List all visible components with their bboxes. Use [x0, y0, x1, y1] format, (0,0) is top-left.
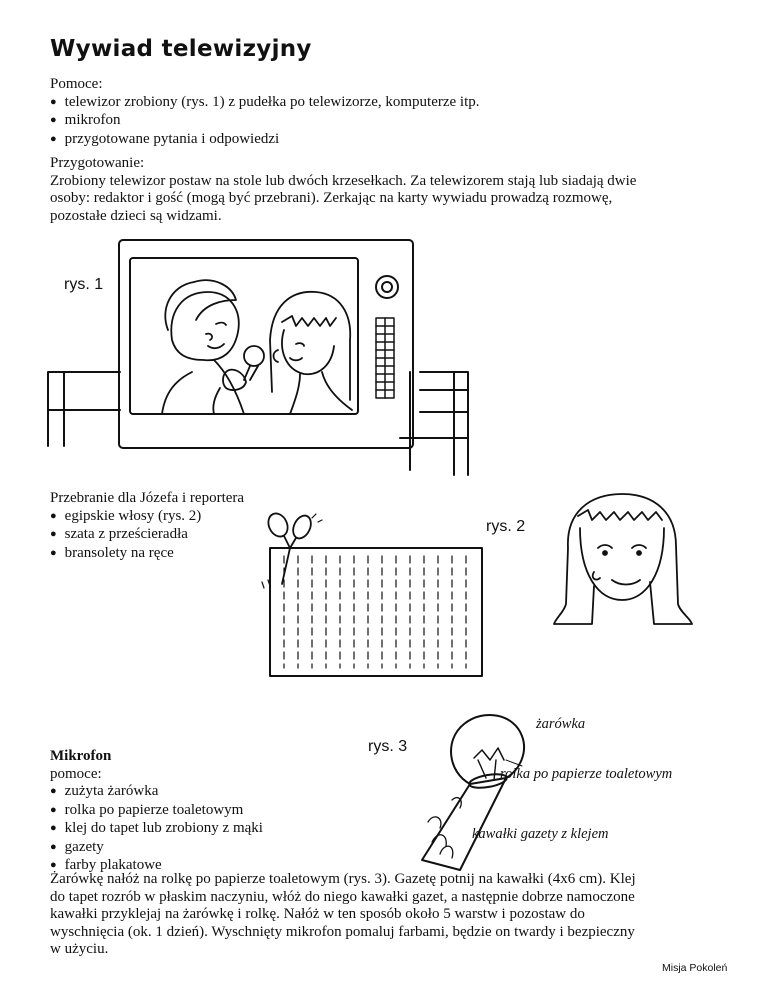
preparation-line: osoby: redaktor i gość (mogą być przebrani). Zerkając na karty wywiadu prowadzą rozmowę, [50, 190, 613, 206]
list-item: ● rolka po papierze toaletowym [50, 802, 410, 821]
microphone-list [50, 783, 410, 876]
list-item: ● szata z prześcieradła [50, 526, 310, 545]
list-item: ● bransolety na ręce [50, 545, 310, 564]
figure3-label: rys. 3 [368, 738, 408, 755]
list-item: ● klej do tapet lub zrobiony z mąki [50, 820, 410, 839]
microphone-section [50, 748, 410, 876]
microphone-heading: Mikrofon [50, 748, 112, 764]
toilet-roll-drawing [422, 772, 508, 870]
list-item: ● zużyta żarówka [50, 783, 410, 802]
microphone-instructions [50, 871, 750, 959]
instruction-line: w użyciu. [50, 941, 109, 957]
preparation-line: pozostałe dzieci są widzami. [50, 207, 222, 224]
instruction-line: kawałki przyklejaj na żarówkę i rolkę. Nałóż w ten sposób około 5 warstw i pozostaw do [50, 906, 585, 922]
aids-heading: Pomoce: [50, 76, 103, 92]
pieces-caption: kawałki gazety z klejem [472, 826, 609, 842]
instruction-line: do tapet rozrób w płaskim naczyniu, włóż do niego kawałki gazet, a następnie dobrze namoczone [50, 888, 635, 905]
bulb-caption: żarówka [536, 716, 586, 732]
costume-heading: Przebranie dla Józefa i reportera [50, 490, 245, 506]
instruction-line: Żarówkę nałóż na rolkę po papierze toaletowym (rys. 3). Gazetę potnij na kawałki (4x6 cm). Klej [50, 871, 636, 887]
list-item: ● przygotowane pytania i odpowiedzi [50, 131, 730, 150]
instruction-line: wyschnięcia (ok. 1 dzień). Wyschnięty mikrofon pomaluj farbami, będzie on twardy i bezpieczny [50, 923, 635, 940]
figure1-label: rys. 1 [64, 276, 104, 293]
preparation-heading: Przygotowanie: [50, 155, 145, 171]
list-item: ● egipskie włosy (rys. 2) [50, 508, 310, 527]
roll-caption: rolka po papierze toaletowym [500, 766, 673, 782]
page-title: Wywiad telewizyjny [50, 36, 312, 62]
figure2-label: rys. 2 [486, 518, 526, 535]
list-item: ● gazety [50, 839, 410, 858]
microphone-subheading: pomoce: [50, 765, 102, 782]
preparation-line: Zrobiony telewizor postaw na stole lub dwóch krzesełkach. Za telewizorem stają lub siadają dwie [50, 172, 637, 189]
list-item: ● farby plakatowe [50, 857, 410, 876]
list-item: ● mikrofon [50, 112, 730, 131]
list-item: ● telewizor zrobiony (rys. 1) z pudełka po telewizorze, komputerze itp. [50, 94, 730, 113]
footer-publisher: Misja Pokoleń [662, 962, 728, 974]
